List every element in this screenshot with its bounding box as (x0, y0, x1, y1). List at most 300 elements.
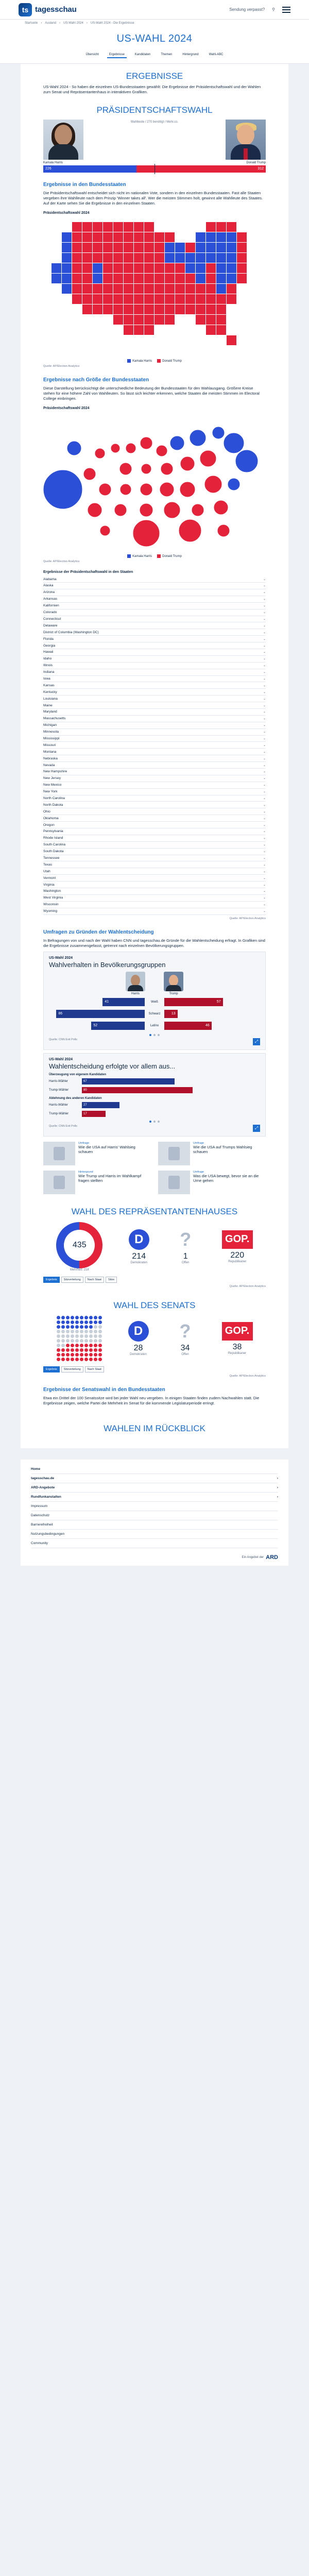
state-shape[interactable] (134, 304, 144, 314)
state-row[interactable]: Ohio ⌄ (43, 808, 266, 815)
state-shape[interactable] (227, 274, 236, 283)
state-shape[interactable] (62, 274, 72, 283)
search-icon[interactable]: ⚲ (272, 7, 275, 12)
state-shape[interactable] (154, 294, 164, 304)
state-shape[interactable] (144, 284, 154, 294)
state-row[interactable]: Arkansas ⌄ (43, 596, 266, 603)
state-shape[interactable] (124, 325, 133, 335)
state-row[interactable]: Rhode Island ⌄ (43, 835, 266, 842)
state-shape[interactable] (124, 222, 133, 232)
footer-link[interactable]: Community (31, 1539, 278, 1548)
state-row[interactable]: Alabama ⌄ (43, 576, 266, 583)
state-shape[interactable] (103, 243, 113, 252)
state-bubble[interactable] (88, 503, 102, 517)
state-shape[interactable] (185, 243, 195, 252)
state-row[interactable]: New Mexico ⌄ (43, 782, 266, 789)
state-shape[interactable] (134, 294, 144, 304)
state-shape[interactable] (72, 294, 82, 304)
state-bubble[interactable] (161, 463, 173, 475)
state-bubble[interactable] (126, 443, 136, 453)
seat-dot (71, 1334, 74, 1338)
state-shape[interactable] (227, 222, 236, 232)
state-shape[interactable] (216, 263, 226, 273)
state-row[interactable]: Minnesota ⌄ (43, 729, 266, 736)
state-shape[interactable] (93, 222, 102, 232)
state-shape[interactable] (196, 232, 205, 242)
state-shape[interactable] (227, 232, 236, 242)
state-shape[interactable] (82, 222, 92, 232)
state-row[interactable]: North Carolina ⌄ (43, 795, 266, 802)
footer-link[interactable]: Home (31, 1465, 278, 1474)
state-shape[interactable] (196, 243, 205, 252)
state-shape[interactable] (196, 274, 205, 283)
state-row[interactable]: Nevada ⌄ (43, 762, 266, 769)
state-shape[interactable] (134, 222, 144, 232)
state-bubble[interactable] (111, 444, 120, 453)
state-shape[interactable] (82, 274, 92, 283)
chevron-down-icon: ⌄ (263, 890, 266, 893)
state-row[interactable]: Virginia ⌄ (43, 882, 266, 888)
state-shape[interactable] (124, 304, 133, 314)
state-bubble[interactable] (99, 483, 111, 496)
carousel-dots[interactable] (49, 1121, 260, 1123)
seat-dot (80, 1334, 83, 1338)
state-row[interactable]: Hawaii ⌄ (43, 649, 266, 656)
us-state-map[interactable] (43, 217, 266, 356)
state-shape[interactable] (93, 274, 102, 283)
state-row[interactable]: Michigan ⌄ (43, 722, 266, 729)
tab[interactable]: Nach Staat (85, 1366, 104, 1372)
state-shape[interactable] (185, 253, 195, 263)
state-bubble[interactable] (200, 450, 216, 467)
state-shape[interactable] (165, 274, 175, 283)
state-shape[interactable] (206, 304, 216, 314)
state-bubble[interactable] (235, 450, 258, 472)
state-bubble[interactable] (192, 504, 204, 516)
state-shape[interactable] (134, 274, 144, 283)
state-shape[interactable] (82, 304, 92, 314)
state-shape[interactable] (124, 253, 133, 263)
state-shape[interactable] (82, 243, 92, 252)
state-bubble[interactable] (141, 464, 151, 474)
state-shape[interactable] (72, 222, 82, 232)
state-shape[interactable] (175, 253, 185, 263)
state-bubble[interactable] (156, 445, 167, 456)
seat-dot (89, 1330, 93, 1333)
state-shape[interactable] (165, 284, 175, 294)
breadcrumb-item[interactable]: Startseite (25, 22, 38, 25)
state-shape[interactable] (237, 274, 247, 283)
state-shape[interactable] (154, 304, 164, 314)
state-bubble[interactable] (179, 519, 201, 542)
state-shape[interactable] (196, 284, 205, 294)
state-shape[interactable] (113, 263, 123, 273)
state-shape[interactable] (175, 243, 185, 252)
state-bubble[interactable] (114, 504, 127, 516)
footer-link[interactable]: tagesschau.de › (31, 1474, 278, 1483)
state-row[interactable]: South Dakota ⌄ (43, 849, 266, 855)
state-shape[interactable] (72, 284, 82, 294)
state-shape[interactable] (237, 232, 247, 242)
state-shape[interactable] (134, 325, 144, 335)
tab[interactable]: Sitze (106, 1277, 117, 1283)
share-button[interactable]: ⤢ (253, 1125, 260, 1132)
state-row[interactable]: Delaware ⌄ (43, 622, 266, 629)
state-bubble[interactable] (180, 456, 195, 471)
state-shape[interactable] (103, 222, 113, 232)
state-bubble[interactable] (170, 436, 184, 450)
state-shape[interactable] (144, 304, 154, 314)
state-shape[interactable] (196, 294, 205, 304)
state-shape[interactable] (227, 243, 236, 252)
state-row[interactable]: Nebraska ⌄ (43, 755, 266, 762)
state-shape[interactable] (103, 232, 113, 242)
state-shape[interactable] (196, 315, 205, 325)
state-row[interactable]: Pennsylvania ⌄ (43, 828, 266, 835)
state-row[interactable]: West Virginia ⌄ (43, 895, 266, 902)
state-shape[interactable] (124, 263, 133, 273)
state-row[interactable]: Kalifornien ⌄ (43, 603, 266, 609)
state-shape[interactable] (237, 253, 247, 263)
state-row[interactable]: New Hampshire ⌄ (43, 769, 266, 775)
state-shape[interactable] (216, 304, 226, 314)
state-shape[interactable] (237, 263, 247, 273)
state-row[interactable]: Oklahoma ⌄ (43, 815, 266, 822)
state-row[interactable]: Washington ⌄ (43, 888, 266, 895)
state-shape[interactable] (216, 274, 226, 283)
state-shape[interactable] (134, 253, 144, 263)
bubble-map[interactable] (43, 412, 266, 551)
state-shape[interactable] (154, 253, 164, 263)
state-shape[interactable] (144, 263, 154, 273)
state-row[interactable]: Texas ⌄ (43, 861, 266, 868)
teaser[interactable]: Umfrage Wie die USA auf Harris' Wahlsieg schauen (43, 1142, 151, 1165)
state-row[interactable]: Colorado ⌄ (43, 609, 266, 616)
subnav-item[interactable]: Wahl-ABC (209, 53, 224, 56)
state-shape[interactable] (134, 284, 144, 294)
state-row[interactable]: Maryland ⌄ (43, 709, 266, 716)
state-shape[interactable] (124, 243, 133, 252)
state-row[interactable]: Tennessee ⌄ (43, 855, 266, 862)
state-shape[interactable] (227, 284, 236, 294)
state-shape[interactable] (216, 232, 226, 242)
state-shape[interactable] (165, 253, 175, 263)
state-shape[interactable] (185, 304, 195, 314)
state-shape[interactable] (196, 253, 205, 263)
state-shape[interactable] (52, 274, 61, 283)
state-shape[interactable] (144, 325, 154, 335)
state-row[interactable]: Mississippi ⌄ (43, 736, 266, 742)
state-shape[interactable] (62, 284, 72, 294)
state-shape[interactable] (82, 263, 92, 273)
state-bubble[interactable] (119, 463, 132, 475)
state-bubble[interactable] (133, 520, 160, 547)
state-shape[interactable] (206, 232, 216, 242)
state-shape[interactable] (82, 294, 92, 304)
state-bubble[interactable] (214, 500, 228, 515)
state-shape[interactable] (124, 294, 133, 304)
state-row[interactable]: New York ⌄ (43, 789, 266, 795)
state-shape[interactable] (113, 232, 123, 242)
state-row[interactable]: Kansas ⌄ (43, 682, 266, 689)
state-bubble[interactable] (140, 503, 153, 517)
state-shape[interactable] (196, 263, 205, 273)
state-shape[interactable] (82, 284, 92, 294)
state-shape[interactable] (103, 304, 113, 314)
state-bubble[interactable] (224, 433, 244, 453)
state-shape[interactable] (72, 263, 82, 273)
state-shape[interactable] (72, 274, 82, 283)
state-shape[interactable] (216, 253, 226, 263)
state-shape[interactable] (72, 243, 82, 252)
state-shape[interactable] (144, 294, 154, 304)
seat-dot (94, 1316, 97, 1319)
state-shape[interactable] (216, 284, 226, 294)
state-shape[interactable] (227, 253, 236, 263)
state-row[interactable]: North Dakota ⌄ (43, 802, 266, 808)
tab[interactable]: Sitzverteilung (61, 1366, 83, 1372)
state-row[interactable]: South Carolina ⌄ (43, 842, 266, 849)
state-row[interactable]: Florida ⌄ (43, 636, 266, 642)
state-bubble[interactable] (100, 526, 110, 536)
state-shape[interactable] (113, 284, 123, 294)
state-shape[interactable] (113, 253, 123, 263)
state-shape[interactable] (216, 243, 226, 252)
state-shape[interactable] (206, 222, 216, 232)
state-shape[interactable] (175, 294, 185, 304)
carousel-dots[interactable] (49, 1034, 260, 1036)
state-shape[interactable] (154, 315, 164, 325)
state-shape[interactable] (206, 315, 216, 325)
state-bubble[interactable] (204, 476, 222, 493)
state-shape[interactable] (62, 263, 72, 273)
state-shape[interactable] (113, 274, 123, 283)
share-button[interactable]: ⤢ (253, 1038, 260, 1045)
state-bubble[interactable] (180, 482, 195, 497)
state-shape[interactable] (134, 243, 144, 252)
state-shape[interactable] (93, 232, 102, 242)
footer-link[interactable]: ARD-Angebote › (31, 1483, 278, 1493)
state-shape[interactable] (216, 325, 226, 335)
state-shape[interactable] (93, 253, 102, 263)
tab[interactable]: Sitzverteilung (61, 1277, 83, 1283)
state-shape[interactable] (165, 263, 175, 273)
state-bubble[interactable] (43, 470, 82, 509)
state-row[interactable]: Maine ⌄ (43, 702, 266, 709)
state-shape[interactable] (175, 304, 185, 314)
tagesschau-logo[interactable]: ts tagesschau (19, 3, 77, 16)
tab[interactable]: Ergebnis (43, 1277, 60, 1283)
state-row[interactable]: Alaska ⌄ (43, 583, 266, 589)
footer-link[interactable]: Barrierefreiheit (31, 1520, 278, 1530)
state-shape[interactable] (144, 232, 154, 242)
state-shape[interactable] (103, 263, 113, 273)
subnav-item[interactable]: Übersicht (85, 53, 99, 56)
teaser[interactable]: Umfrage Was die USA bewegt, bevor sie an die Urne gehen (158, 1171, 266, 1194)
state-shape[interactable] (124, 284, 133, 294)
state-shape[interactable] (144, 274, 154, 283)
state-shape[interactable] (216, 222, 226, 232)
state-shape[interactable] (124, 315, 133, 325)
state-shape[interactable] (165, 315, 175, 325)
state-shape[interactable] (82, 232, 92, 242)
state-bubble[interactable] (190, 430, 206, 446)
state-shape[interactable] (237, 243, 247, 252)
state-shape[interactable] (227, 335, 236, 345)
breadcrumb: Startseite › Ausland › US-Wahl 2024 › US-Wahl 2024 - Die Ergebnisse (0, 20, 309, 28)
breadcrumb-item[interactable]: US-Wahl 2024 (63, 22, 83, 25)
state-shape[interactable] (185, 274, 195, 283)
state-row[interactable]: Georgia ⌄ (43, 642, 266, 649)
state-shape[interactable] (103, 274, 113, 283)
state-row[interactable]: Louisiana ⌄ (43, 696, 266, 702)
state-bubble[interactable] (140, 483, 152, 496)
bar: 80 (82, 1087, 193, 1093)
state-shape[interactable] (165, 304, 175, 314)
state-shape[interactable] (196, 304, 205, 314)
state-shape[interactable] (175, 274, 185, 283)
state-shape[interactable] (185, 263, 195, 273)
state-bubble[interactable] (228, 478, 240, 490)
state-shape[interactable] (93, 294, 102, 304)
footer-link[interactable]: Nutzungsbedingungen (31, 1530, 278, 1539)
state-shape[interactable] (113, 222, 123, 232)
state-shape[interactable] (72, 232, 82, 242)
state-shape[interactable] (82, 253, 92, 263)
state-shape[interactable] (103, 253, 113, 263)
state-shape[interactable] (185, 284, 195, 294)
state-shape[interactable] (93, 263, 102, 273)
state-bubble[interactable] (95, 448, 105, 459)
state-shape[interactable] (52, 263, 61, 273)
state-shape[interactable] (175, 263, 185, 273)
state-shape[interactable] (206, 263, 216, 273)
state-row[interactable]: Massachusetts ⌄ (43, 716, 266, 722)
teaser[interactable]: Hintergrund Wie Trump und Harris im Wahlkampf fragen stellten (43, 1171, 151, 1194)
state-row[interactable]: New Jersey ⌄ (43, 775, 266, 782)
state-row[interactable]: District of Columbia (Washington DC) ⌄ (43, 629, 266, 636)
state-list-source: Quelle: AP/Election Analytics (229, 917, 266, 920)
state-bubble[interactable] (217, 524, 230, 537)
state-shape[interactable] (62, 253, 72, 263)
state-shape[interactable] (216, 315, 226, 325)
state-bubble[interactable] (120, 484, 131, 495)
state-shape[interactable] (72, 253, 82, 263)
state-shape[interactable] (134, 315, 144, 325)
state-shape[interactable] (134, 263, 144, 273)
state-shape[interactable] (154, 284, 164, 294)
state-shape[interactable] (206, 253, 216, 263)
chevron-down-icon: ⌄ (263, 910, 266, 913)
state-bubble[interactable] (83, 468, 96, 480)
state-shape[interactable] (113, 294, 123, 304)
footer-link[interactable]: Impressum (31, 1502, 278, 1511)
state-shape[interactable] (93, 243, 102, 252)
state-shape[interactable] (113, 304, 123, 314)
state-row[interactable]: Connecticut ⌄ (43, 616, 266, 623)
state-row[interactable]: Kentucky ⌄ (43, 689, 266, 696)
subnav-item[interactable]: Themen (161, 53, 173, 56)
state-shape[interactable] (206, 243, 216, 252)
state-shape[interactable] (103, 284, 113, 294)
footer-link[interactable]: Datenschutz (31, 1511, 278, 1520)
state-shape[interactable] (113, 315, 123, 325)
state-shape[interactable] (154, 274, 164, 283)
subnav-item[interactable]: Hintergrund (182, 53, 199, 56)
state-shape[interactable] (227, 263, 236, 273)
subnav-item-active[interactable]: Ergebnisse (107, 52, 127, 58)
state-shape[interactable] (154, 243, 164, 252)
state-shape[interactable] (93, 304, 102, 314)
state-shape[interactable] (206, 325, 216, 335)
tab[interactable]: Nach Staat (85, 1277, 104, 1283)
state-shape[interactable] (206, 284, 216, 294)
sendung-verpasst-link[interactable]: Sendung verpasst? (229, 7, 265, 12)
footer-link[interactable]: Rundfunkanstalten › (31, 1493, 278, 1502)
state-shape[interactable] (165, 243, 175, 252)
subnav-item[interactable]: Kandidaten (134, 53, 151, 56)
state-shape[interactable] (93, 284, 102, 294)
state-row[interactable]: Idaho ⌄ (43, 656, 266, 663)
state-shape[interactable] (124, 274, 133, 283)
state-shape[interactable] (206, 274, 216, 283)
state-bubble[interactable] (67, 441, 81, 455)
state-row[interactable]: Vermont ⌄ (43, 875, 266, 882)
state-shape[interactable] (165, 294, 175, 304)
state-shape[interactable] (216, 294, 226, 304)
state-shape[interactable] (154, 263, 164, 273)
state-row[interactable]: Utah ⌄ (43, 868, 266, 875)
state-shape[interactable] (62, 232, 72, 242)
state-shape[interactable] (144, 222, 154, 232)
trump-portrait (226, 120, 266, 160)
menu-icon[interactable] (282, 7, 290, 13)
state-shape[interactable] (144, 315, 154, 325)
state-row[interactable]: Wyoming ⌄ (43, 908, 266, 915)
state-shape[interactable] (227, 294, 236, 304)
state-shape[interactable] (103, 294, 113, 304)
state-row[interactable]: Wisconsin ⌄ (43, 902, 266, 908)
state-row[interactable]: Arizona ⌄ (43, 589, 266, 596)
state-shape[interactable] (165, 232, 175, 242)
state-bubble[interactable] (140, 437, 152, 449)
state-shape[interactable] (124, 232, 133, 242)
state-shape[interactable] (175, 284, 185, 294)
teaser[interactable]: Umfrage Wie die USA auf Trumps Wahlsieg schauen (158, 1142, 266, 1165)
breadcrumb-item[interactable]: Ausland (45, 22, 57, 25)
state-row[interactable]: Iowa ⌄ (43, 676, 266, 683)
state-bubble[interactable] (160, 482, 174, 497)
state-shape[interactable] (185, 294, 195, 304)
seat-dot (98, 1320, 102, 1324)
state-row[interactable]: Missouri ⌄ (43, 742, 266, 749)
seat-dot (89, 1339, 93, 1343)
state-shape[interactable] (206, 294, 216, 304)
state-shape[interactable] (154, 232, 164, 242)
state-shape[interactable] (134, 232, 144, 242)
state-shape[interactable] (62, 243, 72, 252)
state-row[interactable]: Montana ⌄ (43, 749, 266, 755)
state-shape[interactable] (144, 253, 154, 263)
state-bubble[interactable] (212, 427, 225, 439)
state-row[interactable]: Oregon ⌄ (43, 822, 266, 828)
state-bubble[interactable] (164, 502, 180, 518)
state-shape[interactable] (113, 243, 123, 252)
state-row[interactable]: Indiana ⌄ (43, 669, 266, 676)
state-row[interactable]: Illinois ⌄ (43, 663, 266, 669)
tab[interactable]: Ergebnis (43, 1366, 60, 1372)
state-shape[interactable] (144, 243, 154, 252)
